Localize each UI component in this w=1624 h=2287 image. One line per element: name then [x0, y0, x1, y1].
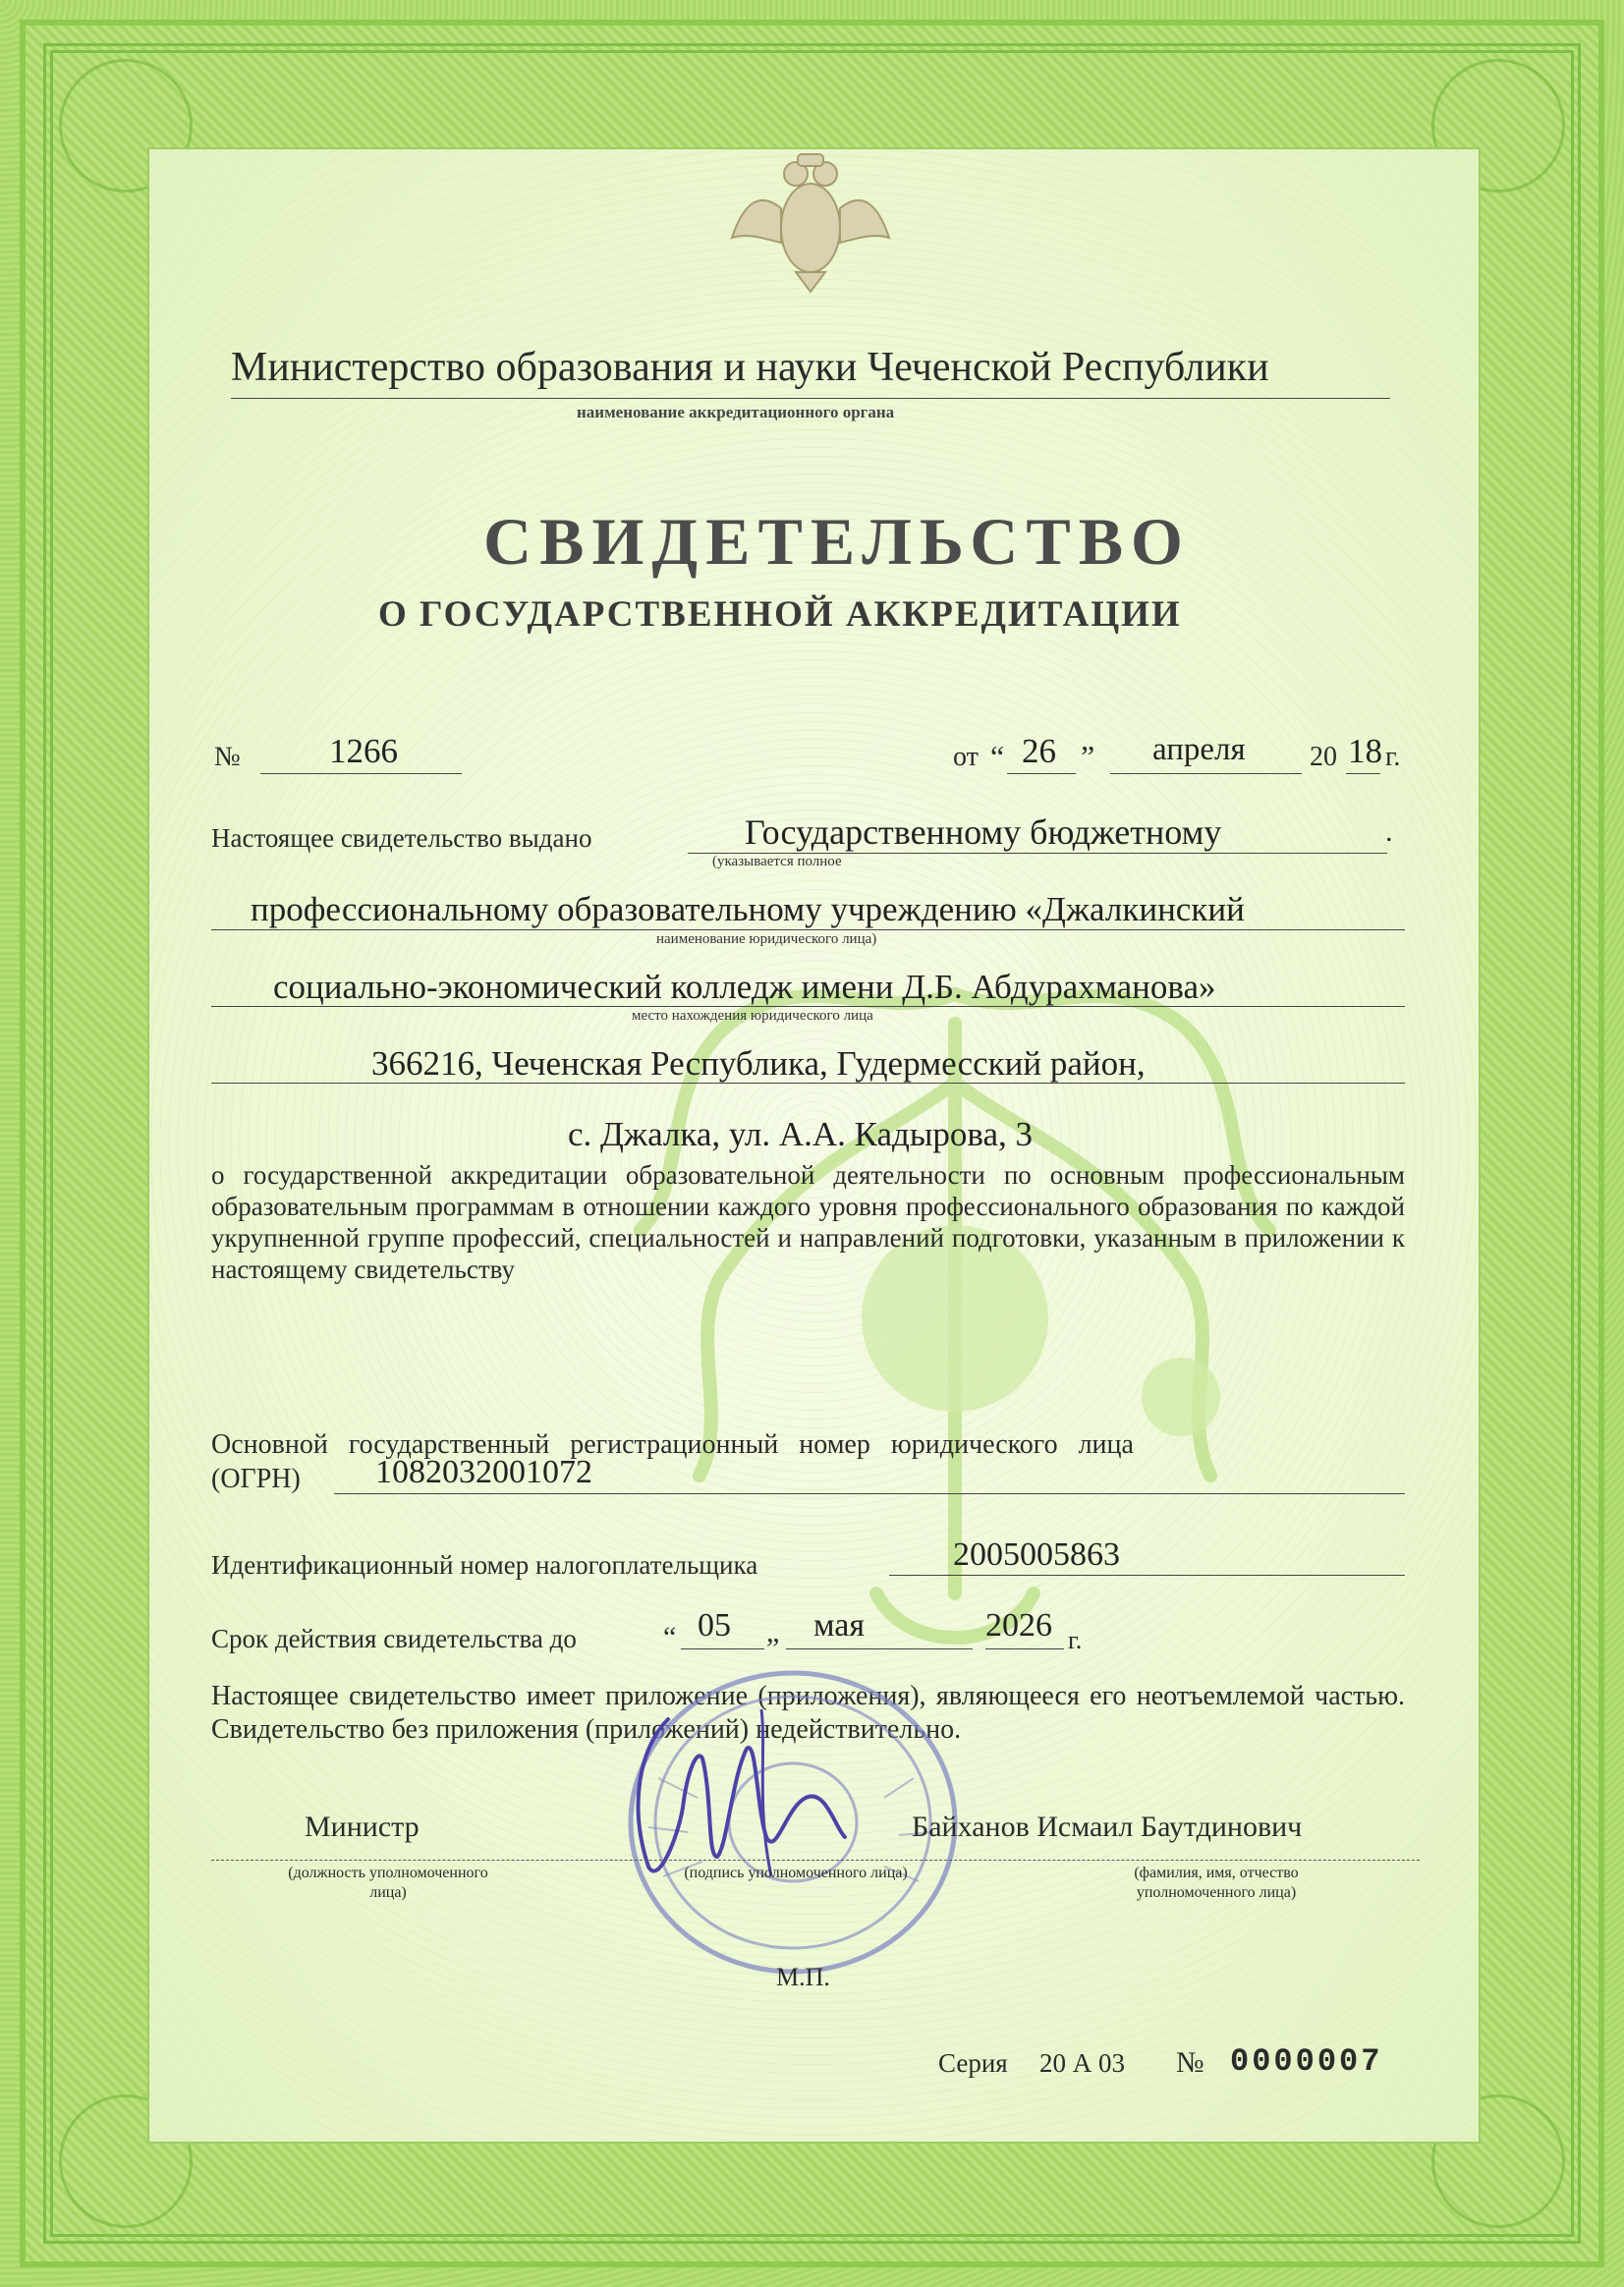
stamp-mark: М.П. [776, 1963, 830, 1991]
series-label: Серия [938, 2048, 1008, 2078]
issued-to-underline2 [211, 929, 1405, 930]
date-prefix: от [953, 742, 979, 772]
coat-of-arms-watermark [582, 906, 1328, 1711]
validity-close-quote: „ [766, 1616, 780, 1648]
position-caption: (должность уполномоченного лица) [288, 1865, 488, 1901]
inn-value: 2005005863 [953, 1536, 1120, 1573]
validity-month-underline [786, 1648, 973, 1649]
validity-label: Срок действия свидетельства до [211, 1624, 577, 1653]
series-value: 20 А 03 [1039, 2048, 1125, 2078]
signer-position: Министр [305, 1811, 420, 1843]
validity-open-quote: “ [663, 1621, 677, 1653]
series-number-sign: № [1176, 2046, 1204, 2079]
signature-caption: (подпись уполномоченного лица) [684, 1865, 908, 1881]
issued-to-label: Настоящее свидетельство выдано [211, 823, 592, 853]
validity-year: 2026 [985, 1607, 1052, 1644]
inn-underline [889, 1575, 1405, 1576]
accreditation-text: о государственной аккредитации образовательной деятельности по основным профессиональным образовательным программам в отношении каждого уровня профессионального образования по каждой укрупненной группе профессий, специальностей и направлений подготовки, указанным в приложении к настоящему свидетельству [211, 1160, 1405, 1284]
validity-year-underline [985, 1648, 1064, 1649]
issued-to-line4: 366216, Чеченская Республика, Гудермесский район, [371, 1044, 1146, 1083]
issued-to-line1: Государственному бюджетному [745, 812, 1222, 852]
authority-underline [231, 398, 1390, 399]
issued-to-caption3: место нахождения юридического лица [632, 1008, 873, 1024]
issued-to-line5: с. Джалка, ул. А.А. Кадырова, 3 [568, 1115, 1033, 1153]
ogrn-label-line2: (ОГРН) [211, 1464, 301, 1494]
signer-name: Байханов Исмаил Баутдинович [912, 1811, 1303, 1843]
date-month: апреля [1152, 732, 1246, 767]
issued-to-caption2: наименование юридического лица) [656, 931, 877, 947]
authority-name: Министерство образования и науки Чеченской Республики [231, 345, 1269, 390]
date-year-underline [1346, 773, 1380, 774]
document-title: СВИДЕТЕЛЬСТВО [483, 504, 1191, 579]
date-year-mark: г. [1385, 742, 1401, 772]
name-caption: (фамилия, имя, отчество уполномоченного лица) [1134, 1865, 1299, 1901]
coat-of-arms-emblem [727, 149, 894, 297]
number-underline [260, 773, 462, 774]
ogrn-label-line1: Основной государственный регистрационный номер юридического лица [211, 1429, 1134, 1460]
date-day: 26 [1022, 732, 1056, 770]
number-sign: № [214, 742, 241, 772]
inn-label: Идентификационный номер налогоплательщика [211, 1550, 758, 1580]
date-year-prefix: 20 [1310, 742, 1337, 772]
ogrn-value: 1082032001072 [375, 1454, 592, 1490]
date-open-quote: “ [990, 739, 1005, 774]
appendix-text: Настоящее свидетельство имеет приложение (приложения), являющееся его неотъемлемой частью. Свидетельство без приложения (приложений) недействительно. [211, 1681, 1405, 1745]
validity-day-underline [681, 1648, 764, 1649]
date-month-underline [1110, 773, 1302, 774]
issued-to-underline4 [211, 1083, 1405, 1084]
issued-to-caption1: (указывается полное [712, 854, 842, 869]
validity-day: 05 [698, 1607, 731, 1644]
ogrn-underline [334, 1493, 1405, 1494]
issued-to-underline3 [211, 1006, 1405, 1007]
document-subtitle: О ГОСУДАРСТВЕННОЙ АККРЕДИТАЦИИ [378, 594, 1182, 635]
issued-to-line2: профессиональному образовательному учреждению «Джалкинский [251, 890, 1245, 928]
series-number: 0000007 [1230, 2043, 1383, 2080]
validity-year-mark: г. [1068, 1626, 1083, 1654]
date-close-quote: ” [1081, 739, 1095, 774]
certificate-number: 1266 [329, 732, 398, 770]
validity-month: мая [813, 1607, 866, 1644]
authority-caption: наименование аккредитационного органа [577, 403, 895, 421]
date-day-underline [1007, 773, 1076, 774]
issued-to-line1-end: . [1385, 815, 1393, 848]
date-year: 18 [1348, 732, 1382, 770]
issued-to-line3: социально-экономический колледж имени Д.Б. Абдурахманова» [273, 968, 1216, 1006]
signature-underline [211, 1860, 1420, 1861]
